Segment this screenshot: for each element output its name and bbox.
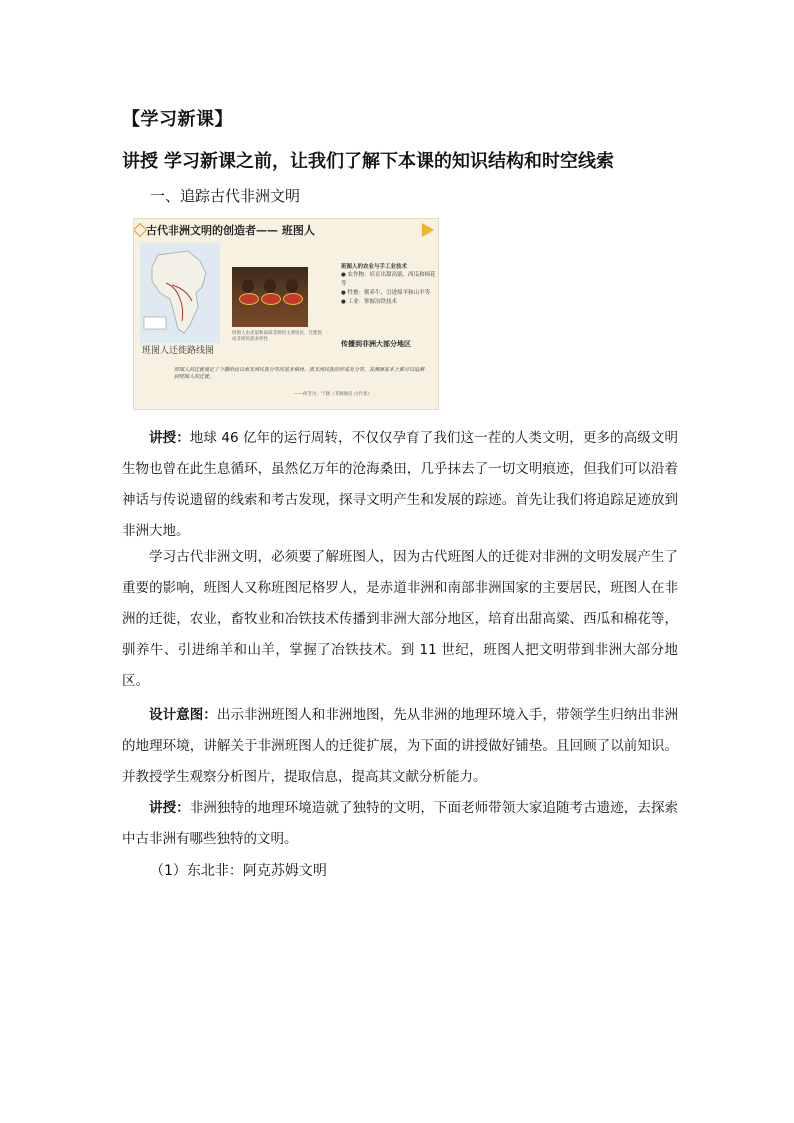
diamond-icon — [133, 223, 147, 237]
spread-caption: 传播到非洲大部分地区 — [341, 340, 411, 348]
paragraph-text: 地球 46 亿年的运行周转，不仅仅孕育了我们这一茬的人类文明，更多的高级文明生物也曾在此生息循环，虽然亿万年的沧海桑田，几乎抹去了一切文明痕迹，但我们可以沿着神话与传说遗留的线索和考古发现，探寻文明产生和发展的踪迹。首先让我们将追踪足迹放到非洲大地。 — [122, 430, 678, 539]
technology-list — [341, 271, 436, 307]
list-item: （1）东北非：阿克苏姆文明 — [150, 863, 327, 879]
paragraph-label: 讲授： — [149, 430, 190, 446]
lead-line — [122, 147, 614, 173]
paragraph — [122, 793, 678, 855]
bantu-people-photo — [232, 267, 308, 327]
technology-item: ● 牲畜：驯养牛、引进绵羊和山羊等 — [341, 290, 431, 296]
paragraph-label: 设计意图： — [149, 707, 217, 723]
slide-quote: 班图人的迁徙奠定了今撒哈拉以南非洲民族分布的基本格局。黑非洲民族的形成及分布，其渊源基本上都可以追溯到班图人的迁徙。 — [174, 367, 425, 380]
slide-image — [133, 218, 439, 410]
section-heading: 【学习新课】 — [122, 109, 233, 130]
technology-item: ● 工业：掌握冶铁技术 — [341, 299, 398, 305]
photo-caption: 班图人由赤道和南部非洲的主要居民，迁徙促成非洲民族多样性 — [232, 331, 322, 342]
lead-label: 讲授 — [122, 151, 158, 172]
paragraph-text: 出示非洲班图人和非洲地图，先从非洲的地理环境入手，带领学生归纳出非洲的地理环境，讲解关于非洲班图人的迁徙扩展，为下面的讲授做好铺垫。且回顾了以前知识。并教授学生观察分析图片，提取信息，提高其文献分析能力。 — [122, 707, 679, 785]
technology-item: ● 农作物：培育出甜高粱、西瓜和棉花等 — [341, 272, 436, 287]
technology-title: 班图人的农业与手工业技术 — [341, 264, 408, 270]
paragraph — [122, 423, 678, 547]
paragraph-label: 讲授： — [149, 800, 190, 816]
quote-source: ——何芳川，宁骚《非洲通史·古代卷》 — [294, 392, 372, 397]
paragraph — [122, 542, 678, 697]
slide-title: 古代非洲文明的创造者—— 班图人 — [146, 224, 315, 237]
paragraph-text: 学习古代非洲文明，必须要了解班图人，因为古代班图人的迁徙对非洲的文明发展产生了重要的影响，班图人又称班图尼格罗人，是赤道非洲和南部非洲国家的主要居民，班图人在非洲的迁徙，农业，畜牧业和冶铁技术传播到非洲大部分地区，培育出甜高粱、西瓜和棉花等，驯养牛、引进绵羊和山羊，掌握了冶铁技术。到 11 世纪，班图人把文明带到非洲大部分地区。 — [122, 549, 678, 689]
arrow-icon — [422, 223, 434, 237]
paragraph-text: 非洲独特的地理环境造就了独特的文明，下面老师带领大家追随考古遗迹，去探索中古非洲有哪些独特的文明。 — [122, 800, 679, 847]
paragraph — [122, 700, 678, 793]
sub-heading: 一、追踪古代非洲文明 — [150, 187, 301, 205]
map-caption: 班图人迁徙路线图 — [142, 346, 215, 356]
africa-map — [140, 243, 220, 343]
lead-text: 学习新课之前，让我们了解下本课的知识结构和时空线索 — [164, 151, 614, 172]
